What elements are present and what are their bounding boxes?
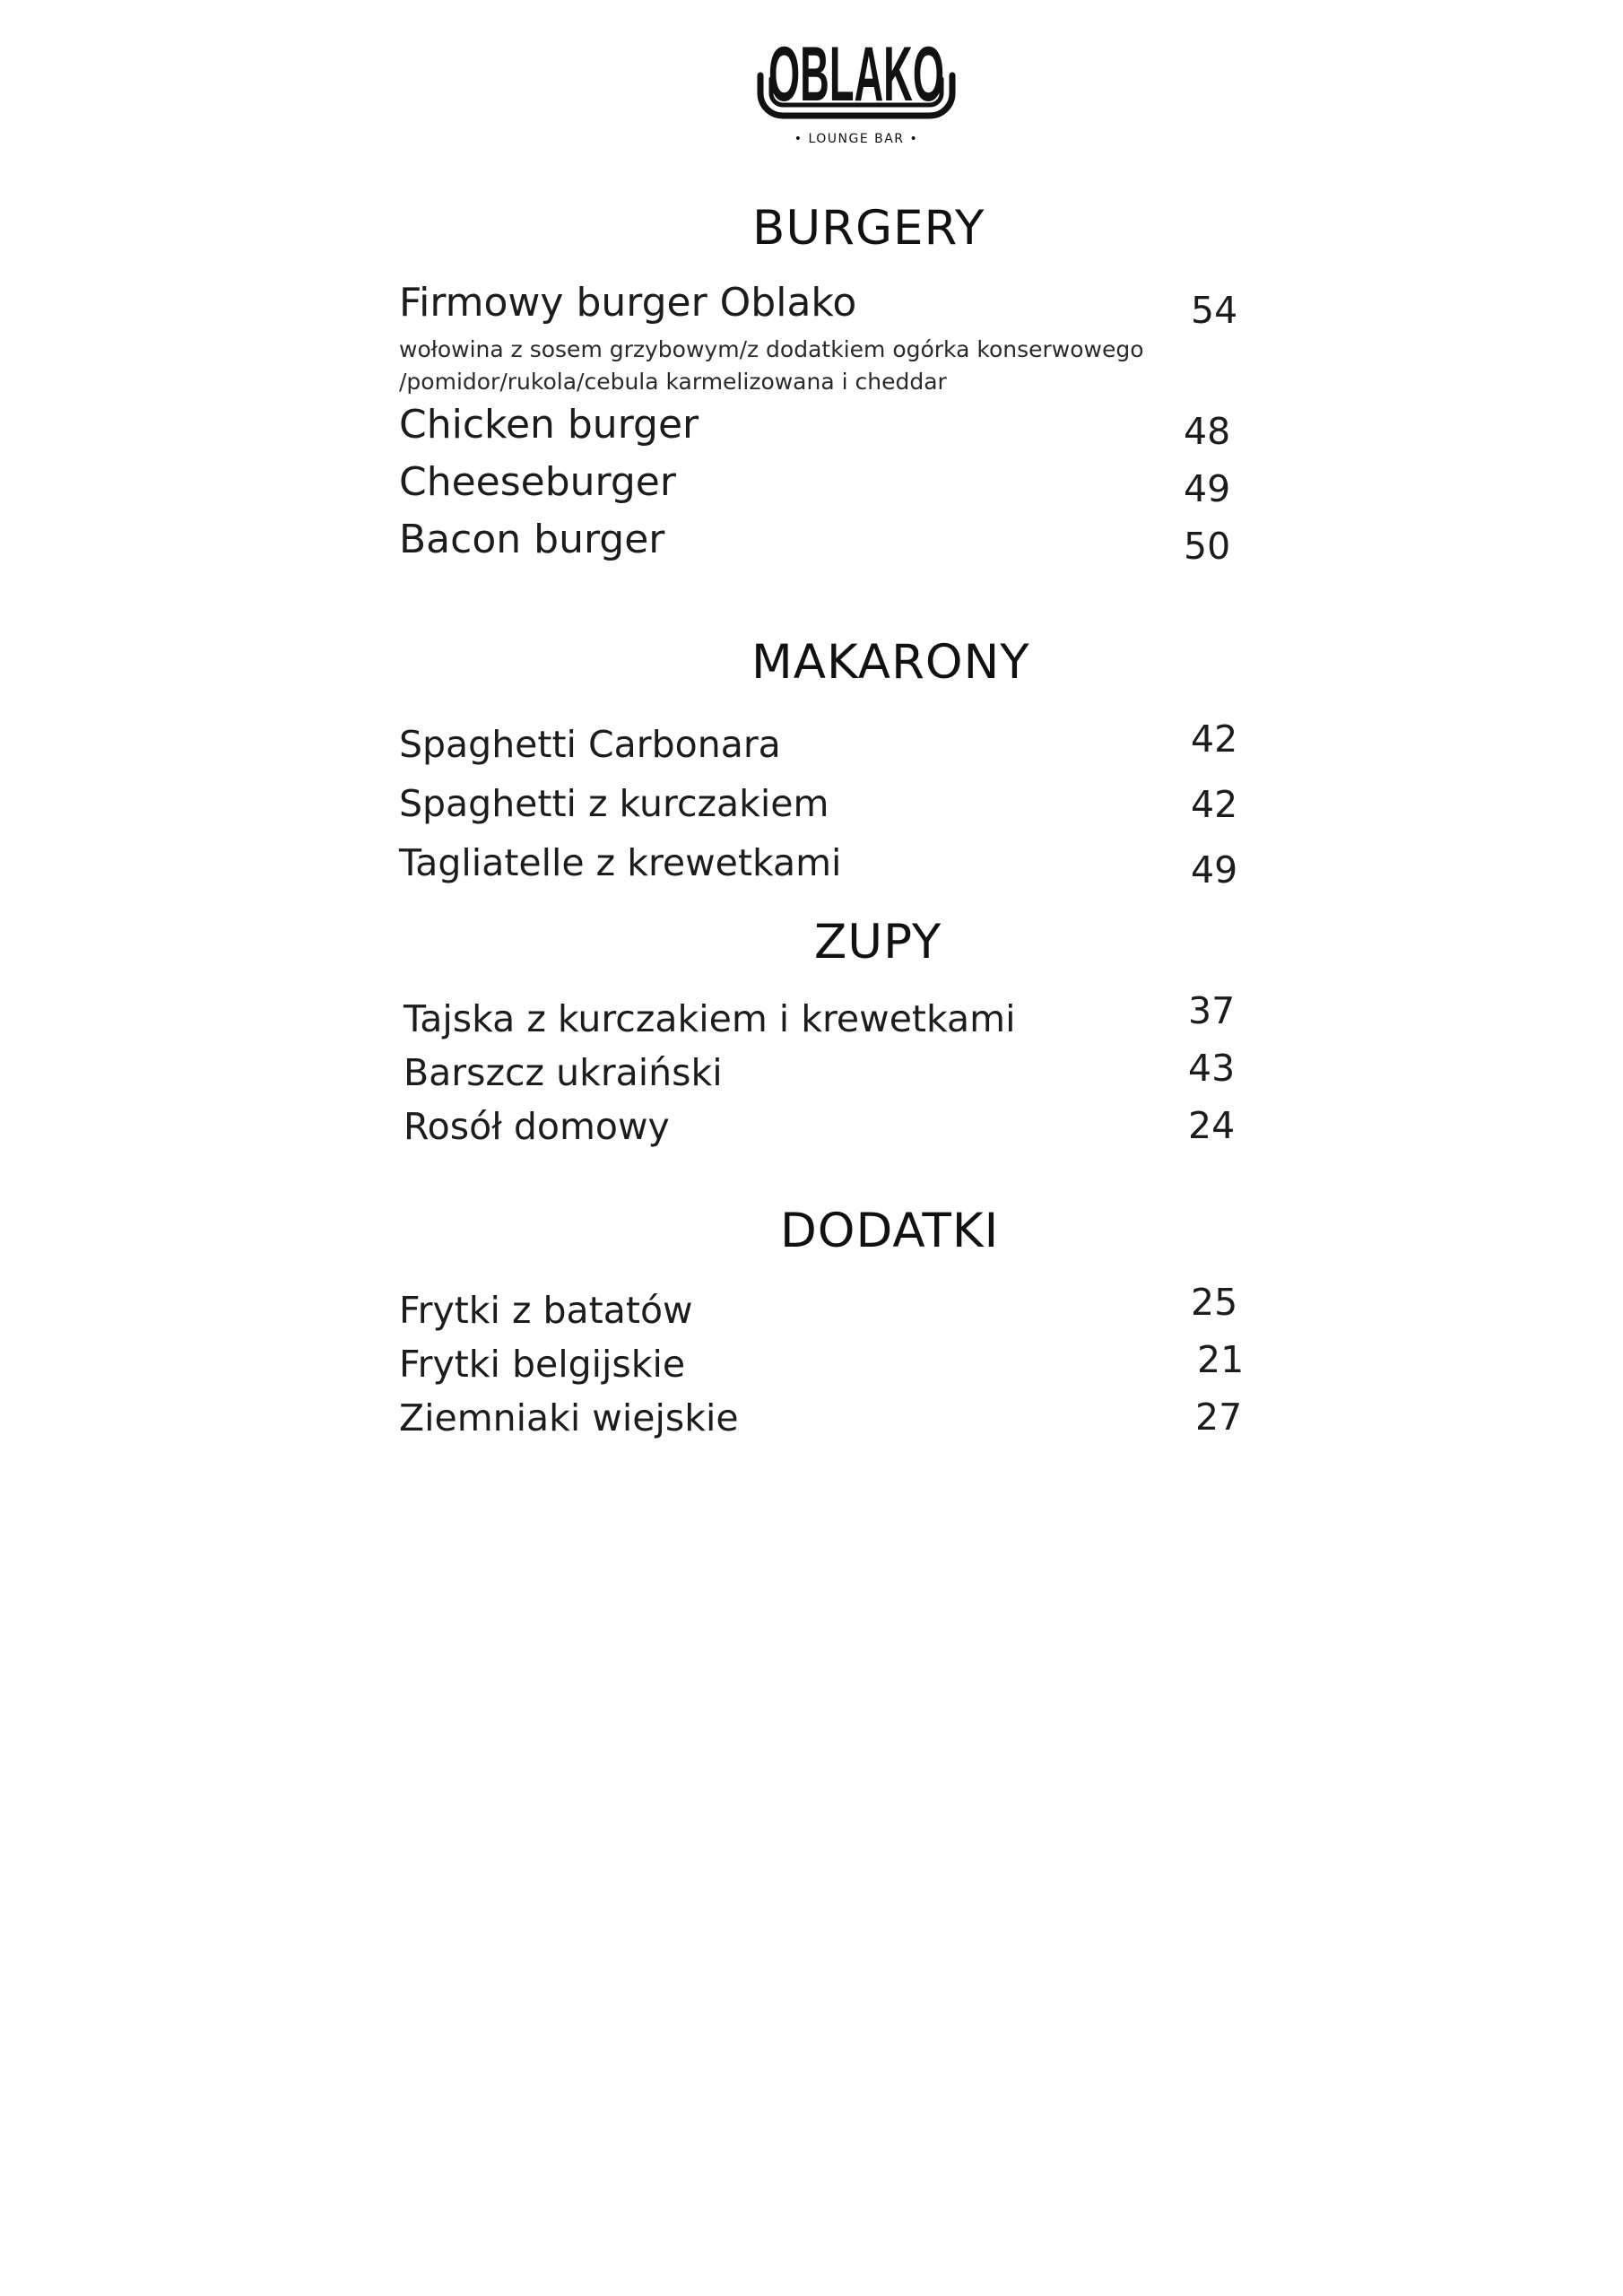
section-title-zupy: ZUPY [814,915,942,970]
menu-item-description: /pomidor/rukola/cebula karmelizowana i cheddar [399,369,947,395]
menu-item-price: 21 [1197,1338,1245,1381]
menu-item-name: Barszcz ukraiński [404,1051,723,1094]
menu-item-name: Spaghetti z kurczakiem [399,782,829,825]
menu-item-name: Bacon burger [399,517,665,562]
menu-item-price: 42 [1191,783,1238,826]
section-title-burgery: BURGERY [752,201,985,256]
menu-item-price: 48 [1184,410,1231,453]
menu-item-price: 42 [1191,718,1238,761]
oblako-logo [741,23,972,158]
menu-item-price: 27 [1195,1396,1243,1439]
menu-item-name: Firmowy burger Oblako [399,280,857,326]
logo-tagline: • LOUNGE BAR • [794,132,919,146]
menu-item-name: Chicken burger [399,402,699,448]
section-title-dodatki: DODATKI [780,1204,1000,1258]
menu-item-price: 25 [1191,1281,1238,1324]
menu-item-price: 54 [1191,289,1238,332]
menu-item-price: 43 [1188,1047,1236,1090]
menu-item-name: Rosół domowy [404,1105,670,1148]
menu-item-name: Cheeseburger [399,459,676,505]
menu-item-price: 37 [1188,989,1236,1032]
menu-item-name: Ziemniaki wiejskie [399,1396,739,1439]
menu-item-name: Tajska z kurczakiem i krewetkami [404,997,1016,1040]
menu-item-name: Tagliatelle z krewetkami [399,841,842,884]
menu-item-price: 49 [1191,848,1238,891]
menu-item-name: Frytki z batatów [399,1289,693,1332]
menu-item-name: Frytki belgijskie [399,1343,686,1386]
menu-item-price: 49 [1184,467,1231,510]
menu-item-price: 50 [1184,525,1231,568]
menu-item-name: Spaghetti Carbonara [399,723,781,766]
logo-wordmark: OBLAKO [768,31,944,117]
menu-item-description: wołowina z sosem grzybowym/z dodatkiem ogórka konserwowego [399,336,1144,362]
section-title-makarony: MAKARONY [751,635,1030,690]
menu-item-price: 24 [1188,1104,1236,1147]
